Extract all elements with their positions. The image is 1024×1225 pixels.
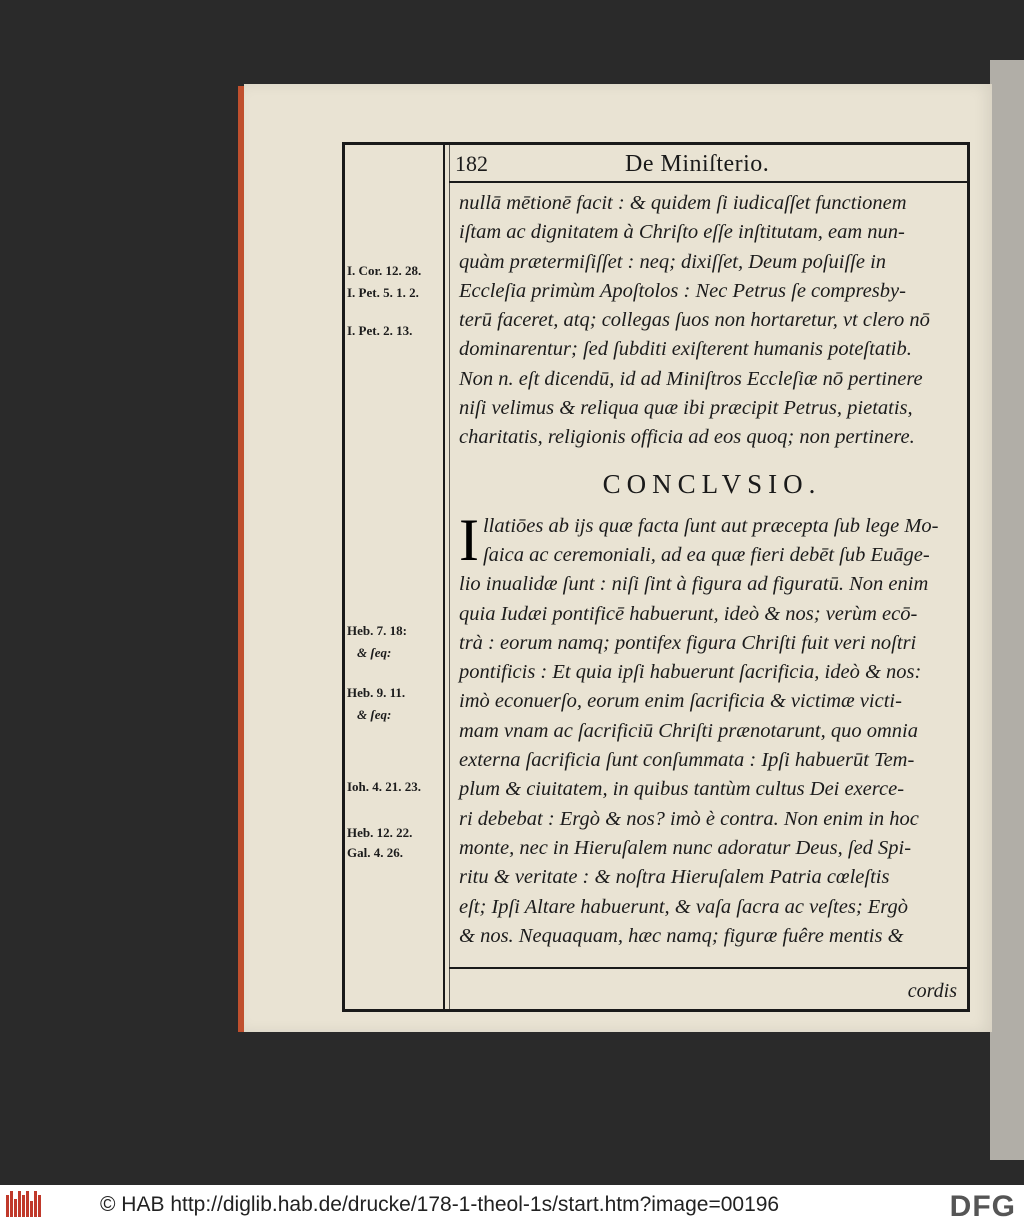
text-line: Non n. eſt dicendū, id ad Miniſtros Eccleſiæ nō pertinere [459, 367, 923, 390]
text-line: eſt; Ipſi Altare habuerunt, & vaſa ſacra ac veſtes; Ergò [459, 895, 909, 918]
drop-cap: I [459, 506, 479, 573]
margin-note: Gal. 4. 26. [347, 845, 403, 860]
text-line: iſtam ac dignitatem à Chriſto eſſe inſtitutam, eam nun- [459, 221, 905, 244]
bottom-rule [449, 967, 967, 969]
margin-note: Heb. 12. 22. [347, 825, 413, 840]
margin-note: Heb. 7. 18: [347, 623, 407, 638]
catchword: cordis [907, 980, 957, 1002]
margin-note: & ſeq: [357, 645, 392, 660]
text-line: dominarentur; ſed ſubditi exiſterent humanis poteſtatib. [459, 338, 912, 361]
text-line: pontificis : Et quia ipſi habuerunt ſacrificia, ideò & nos: [459, 661, 922, 684]
copyright-link[interactable]: © HAB http://diglib.hab.de/drucke/178-1-theol-1s/start.htm?image=00196 [100, 1193, 780, 1216]
text-line: ri debebat : Ergò & nos? imò è contra. Non enim in hoc [459, 807, 919, 830]
book-page [244, 84, 992, 1032]
margin-rule [443, 145, 445, 1009]
page-number: 182 [455, 151, 488, 176]
body-text [459, 189, 965, 951]
text-line: niſi velimus & reliqua quæ ibi præcipit Petrus, pietatis, [459, 397, 913, 420]
text-line: terū faceret, atq; collegas ſuos non hortaretur, vt clero nō [459, 309, 930, 332]
margin-note: I. Pet. 5. 1. 2. [347, 285, 419, 300]
text-line: nullā mētionē facit : & quidem ſi iudicaſſet functionem [459, 192, 907, 214]
dfg-logo: DFG [949, 1190, 1016, 1223]
footer-bar [0, 1185, 1024, 1225]
margin-note: I. Cor. 12. 28. [347, 263, 422, 278]
header-rule [449, 181, 967, 183]
text-line: ritu & veritate : & noſtra Hieruſalem Patria cœleſtis [459, 866, 890, 889]
text-line: monte, nec in Hieruſalem nunc adoratur Deus, ſed Spi- [459, 836, 912, 859]
text-line: quia Iudæi pontificē habuerunt, ideò & nos; verùm ecō- [459, 602, 918, 625]
running-head: De Miniſterio. [625, 151, 770, 177]
section-heading: CONCLVSIO. [602, 468, 822, 499]
text-line: ſaica ac ceremoniali, ad ea quæ fieri debēt ſub Euāge- [482, 543, 930, 566]
text-line: Eccleſia primùm Apoſtolos : Nec Petrus ſe compresby- [459, 279, 906, 302]
text-line: & nos. Nequaquam, hæc namq; figuræ fuêre mentis & [459, 924, 904, 947]
text-line: mam vnam ac ſacrificiū Chriſti prænotarunt, quo omnia [459, 719, 918, 742]
text-line: externa ſacrificia ſunt conſummata : Ipſi habuerūt Tem- [459, 749, 915, 772]
text-line: charitatis, religionis officia ad eos quoq; non pertinere. [459, 426, 915, 449]
text-line: imò econuerſo, eorum enim ſacrificia & victimæ victi- [459, 690, 902, 713]
text-line: llatiōes ab ijs quæ facta ſunt aut præcepta ſub lege Mo- [482, 514, 939, 537]
margin-rule-inner [449, 145, 450, 1009]
facing-page-edge [990, 60, 1024, 1160]
text-frame [342, 142, 970, 1012]
barcode-logo-icon [6, 1191, 48, 1219]
text-line: plum & ciuitatem, in quibus tantùm cultus Dei exerce- [459, 778, 905, 801]
margin-note: Ioh. 4. 21. 23. [347, 779, 422, 794]
text-line: quàm prætermiſiſſet : neq; dixiſſet, Deum poſuiſſe in [459, 250, 887, 273]
text-line: trà : eorum namq; pontifex figura Chriſti fuit veri noſtri [459, 631, 917, 654]
margin-notes [345, 145, 443, 1009]
margin-note: & ſeq: [357, 707, 392, 722]
margin-note: Heb. 9. 11. [347, 685, 406, 700]
text-line: lio inualidæ ſunt : niſi ſint à figura ad figuratū. Non enim [459, 573, 929, 596]
margin-note: I. Pet. 2. 13. [347, 323, 413, 338]
